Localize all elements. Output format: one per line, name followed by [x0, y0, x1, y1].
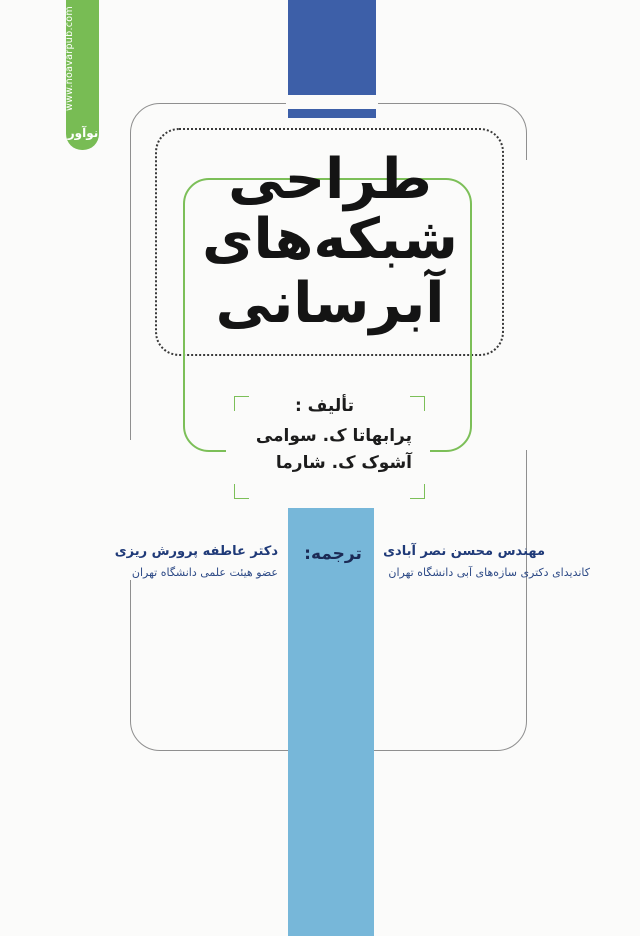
translator-description: کاندیدای دکتری سازه‌های آبی دانشگاه تهران [388, 566, 590, 579]
bottom-blue-bar [288, 508, 374, 936]
publisher-logo: نوآور [67, 126, 99, 140]
title-line-1: طراحی [228, 147, 432, 212]
frame-gap-right [520, 160, 536, 450]
translator-name: مهندس محسن نصر آبادی [383, 544, 545, 559]
bracket-corner [410, 484, 425, 499]
translation-label: ترجمه: [304, 544, 362, 564]
title-line-3: آبرسانی [215, 271, 445, 336]
bracket-corner [410, 396, 425, 411]
translator-description: عضو هیئت علمی دانشگاه تهران [131, 566, 278, 579]
title-line-2: شبکه‌های [202, 207, 458, 272]
frame-gap-top [286, 95, 378, 109]
translator-name: دکتر عاطفه پرورش ریزی [114, 544, 278, 559]
publisher-url: www.noavarpub.com [64, 6, 75, 111]
author-name: پرابهاتا ک. سوامی [255, 426, 412, 446]
author-name: آشوک ک. شارما [275, 453, 412, 473]
frame-gap-left [120, 440, 136, 580]
bracket-corner [234, 484, 249, 499]
bracket-corner [234, 396, 249, 411]
authors-label: تألیف : [294, 396, 354, 416]
